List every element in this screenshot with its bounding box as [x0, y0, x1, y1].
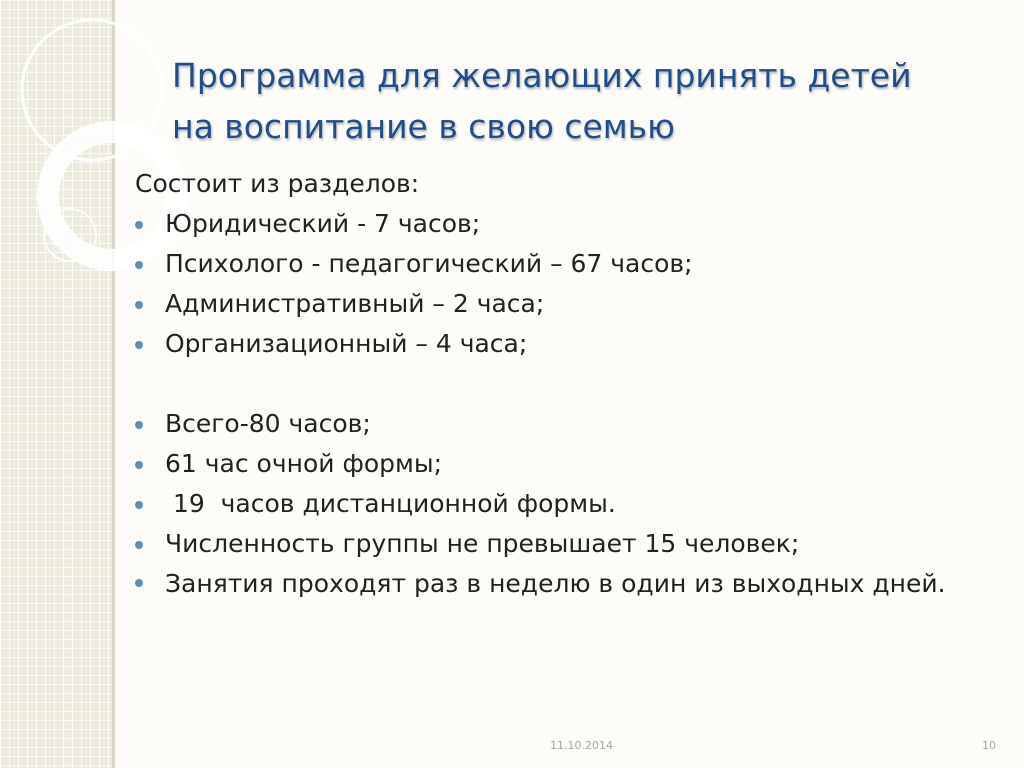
intro-text: Состоит из разделов: [135, 169, 420, 198]
details-list [131, 404, 981, 601]
list-item-text: Занятия проходят раз в неделю в один из выходных дней. [165, 569, 946, 598]
list-item-schedule [131, 564, 981, 601]
footer-date: 11.10.2014 [550, 739, 613, 752]
slide-content [131, 164, 981, 601]
list-item-section-organizational [131, 324, 981, 364]
bullet-icon [135, 461, 143, 469]
list-item-text: 61 час очной формы; [165, 449, 443, 478]
slide-number: 10 [982, 739, 996, 752]
sections-list [131, 204, 981, 364]
bullet-icon [135, 421, 143, 429]
list-item-text: Всего-80 часов; [165, 409, 371, 438]
bullet-icon [135, 541, 143, 549]
bullet-icon [135, 301, 143, 309]
list-item-remote-hours [131, 484, 981, 524]
bullet-icon [135, 501, 143, 509]
list-item-group-size [131, 524, 981, 564]
list-item-text: Организационный – 4 часа; [165, 329, 528, 358]
bullet-icon [135, 261, 143, 269]
list-item-text: Юридический - 7 часов; [165, 209, 481, 238]
bullet-icon [135, 221, 143, 229]
list-item-text: Административный – 2 часа; [165, 289, 545, 318]
list-item-text: Психолого - педагогический – 67 часов; [165, 249, 693, 278]
list-item-text: 19 часов дистанционной формы. [165, 489, 616, 518]
list-item-total-hours [131, 404, 981, 444]
bullet-icon [135, 341, 143, 349]
bullet-icon [135, 579, 143, 587]
list-item-section-legal [131, 204, 981, 244]
list-item-section-administrative [131, 284, 981, 324]
slide-title: Программа для желающих принять детей на воспитание в свою семью [172, 56, 912, 146]
spacer [131, 364, 981, 404]
list-item-text: Численность группы не превышает 15 человек; [165, 529, 800, 558]
list-item-in-person-hours [131, 444, 981, 484]
list-item-section-psychology [131, 244, 981, 284]
